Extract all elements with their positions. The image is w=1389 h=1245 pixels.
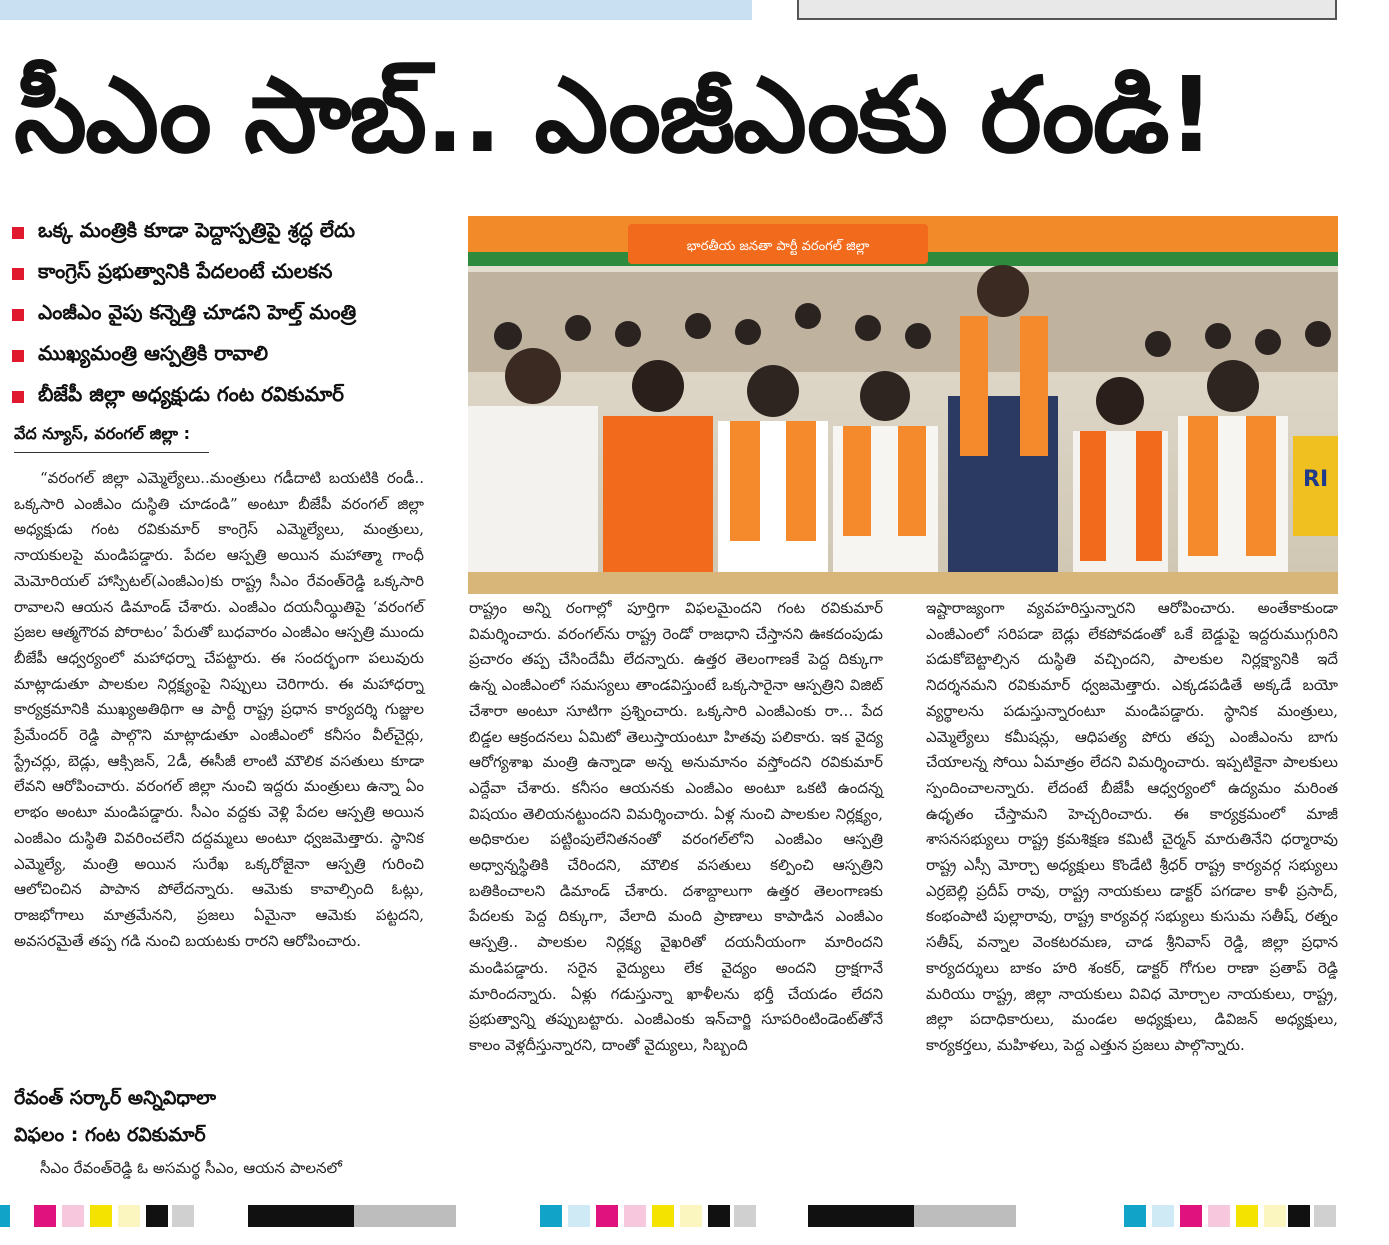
swatch-magenta: [1180, 1205, 1202, 1227]
bullet-item: [12, 253, 452, 294]
top-strip-left: [0, 0, 752, 20]
bullet-item: [12, 294, 452, 335]
swatch-grey: [172, 1205, 194, 1227]
swatch-cyan: [1124, 1205, 1146, 1227]
bullet-text: కాంగ్రెస్ ప్రభుత్వానికి పేదలంటే చులకన: [38, 259, 333, 283]
rally-photo: [468, 216, 1338, 594]
article-paragraph: రాష్ట్రం అన్ని రంగాల్లో పూర్తిగా విఫలమైందని గంట రవికుమార్ విమర్శించారు. వరంగల్‌ను రాష్ట్ర రెండో రాజధాని చేస్తానని ఊకదంపుడు ప్రచారం తప్ప చేసిందేమీ లేదన్నారు. ఉత్తర తెలంగాణకే పెద్ద దిక్కుగా ఉన్న ఎంజీఎంలో సమస్యలు తాండవిస్తుంటే ఒక్కసారైనా ఆస్పత్రిని విజిట్ చేశారా అంటూ సూటిగా ప్రశ్నించారు. ఒక్కసారి ఎంజీఎంకు రా... పేద బిడ్డల ఆక్రందనలు ఏమిటో తెలుస్తాయంటూ హితవు పలికారు. ఇక వైద్య ఆరోగ్యశాఖ మంత్రి ఉన్నాడా అన్న అనుమానం వస్తోందని రవికుమార్ ఎద్దేవా చేశారు. కనీసం ఆయనకు ఎంజీఎం అంటూ ఒకటి ఉందన్న విషయం తెలియనట్టుందని విమర్శించారు. ఏళ్ల నుంచి పాలకుల నిర్లక్ష్యం, అధికారుల పట్టింపులేనితనంతో వరంగల్‌లోని ఎంజీఎం ఆస్పత్రి అధ్వాన్నస్థితికి చేరిందని, మౌలిక వసతులు కల్పించి ఆస్పత్రిని బతికించాలని డిమాండ్ చేశారు. దశాబ్దాలుగా ఉత్తర తెలంగాణకు పేదలకు పెద్ద దిక్కుగా, వేలాది మంది ప్రాణాలు కాపాడిన ఎంజీఎం ఆస్పత్రి.. పాలకుల నిర్లక్ష్య వైఖరితో దయనీయంగా మారిందని మండిపడ్డారు. సరైన వైద్యులు లేక వైద్యం అందని ద్రాక్షగానే మారిందన్నారు. ఏళ్లు గడుస్తున్నా ఖాళీలను భర్తీ చేయడం లేదని ప్రభుత్వాన్ని తప్పుబట్టారు. ఎంజీఎంకు ఇన్‌చార్జి సూపరింటిండెంట్‌తోనే కాలం వెళ్లదీస్తున్నారని, దాంతో వైద్యులు, సిబ్బంది: [469, 599, 883, 1054]
swatch-black: [708, 1205, 730, 1227]
article-column-2: [469, 596, 883, 1059]
swatch-light-cyan: [1152, 1205, 1174, 1227]
bullet-text: ఎంజీఎం వైపు కన్నెత్తి చూడని హెల్త్ మంత్రి: [38, 300, 357, 324]
swatch-grey-bar: [914, 1205, 1016, 1227]
swatch-light-yellow: [1264, 1205, 1286, 1227]
swatch-light-magenta: [624, 1205, 646, 1227]
bullet-item: [12, 376, 452, 417]
article-column-1: [14, 466, 424, 954]
photo-sign-text: RI: [1303, 467, 1329, 492]
swatch-grey: [1314, 1205, 1336, 1227]
swatch-magenta: [596, 1205, 618, 1227]
swatch-cyan: [0, 1205, 10, 1227]
gray-bar: [248, 1205, 456, 1227]
bullet-text: ముఖ్యమంత్రి ఆస్పత్రికి రావాలి: [38, 341, 269, 365]
subheading: విఫలం : గంట రవికుమార్: [14, 1124, 206, 1146]
swatch-light-magenta: [1208, 1205, 1230, 1227]
bullet-square-icon: [12, 268, 24, 280]
swatch-light-cyan: [568, 1205, 590, 1227]
bullet-square-icon: [12, 350, 24, 362]
color-registration-bar: [540, 1205, 760, 1227]
gray-bar: [808, 1205, 1016, 1227]
bullet-item: [12, 335, 452, 376]
article-paragraph: ఇష్టారాజ్యంగా వ్యవహరిస్తున్నారని ఆరోపించారు. అంతేకాకుండా ఎంజీఎంలో సరిపడా బెడ్లు లేకపోవడంతో ఒకే బెడ్డుపై ఇద్దరుముగ్గురిని పడుకోబెట్టాల్సిన దుస్థితి వచ్చిందని, పాలకుల నిర్లక్ష్యానికి ఇదే నిదర్శనమని రవికుమార్ ధ్వజమెత్తారు. ఎక్కడపడితే అక్కడే బయో వ్యర్థాలను పడుస్తున్నారంటూ మండిపడ్డారు. స్థానిక మంత్రులు, ఎమ్మెల్యేలు కమీషన్లు, ఆధిపత్య పోరు తప్ప ఎంజీఎంను బాగు చేయాలన్న సోయి ఏమాత్రం లేదని విమర్శించారు. ఇప్పటికైనా పాలకులు స్పందించాలన్నారు. లేదంటే బీజేపీ ఆధ్వర్యంలో ఉద్యమం మరింత ఉధృతం చేస్తామని హెచ్చరించారు. ఈ కార్యక్రమంలో మాజీ శాసనసభ్యులు రాష్ట్ర క్రమశిక్షణ కమిటీ చైర్మన్ మారుతినేని ధర్మారావు రాష్ట్ర ఎస్సీ మోర్చా అధ్యక్షులు కొండేటి శ్రీధర్ రాష్ట్ర కార్యవర్గ సభ్యులు ఎర్రబెల్లి ప్రదీప్ రావు, రాష్ట్ర నాయకులు డాక్టర్ పగడాల కాళీ ప్రసాద్, కంభంపాటి పుల్లారావు, రాష్ట్ర కార్యవర్గ సభ్యులు కుసుమ సతీష్, రత్నం సతీష్, వన్నాల వెంకటరమణ, చాడ శ్రీనివాస్ రెడ్డి, జిల్లా ప్రధాన కార్యదర్శులు బాకం హరి శంకర్, డాక్టర్ గోగుల రాణా ప్రతాప్ రెడ్డి మరియు రాష్ట్ర, జిల్లా నాయకులు వివిధ మోర్చాల నాయకులు, రాష్ట్ర, జిల్లా పదాధికారులు, మండల అధ్యక్షులు, డివిజన్ అధ్యక్షులు, కార్యకర్తలు, మహిళలు, పెద్ద ఎత్తున ప్రజలు పాల్గొన్నారు.: [926, 599, 1338, 1054]
swatch-black: [1288, 1205, 1310, 1227]
headline: సీఎం సాబ్.. ఎంజీఎంకు రండి!: [14, 54, 1213, 176]
swatch-black-bar: [248, 1205, 354, 1227]
swatch-yellow: [1236, 1205, 1258, 1227]
bullet-text: బీజేపీ జిల్లా అధ్యక్షుడు గంట రవికుమార్: [38, 382, 345, 406]
bullet-square-icon: [12, 391, 24, 403]
swatch-yellow: [652, 1205, 674, 1227]
bullet-square-icon: [12, 309, 24, 321]
swatch-black-bar: [808, 1205, 914, 1227]
dateline-rule: [14, 452, 209, 453]
swatch-light-magenta: [62, 1205, 84, 1227]
article-paragraph: “వరంగల్ జిల్లా ఎమ్మెల్యేలు..మంత్రులు గడీదాటి బయటికి రండీ.. ఒక్కసారి ఎంజీఎం దుస్థితి చూడండి” అంటూ బీజేపీ వరంగల్ జిల్లా అధ్యక్షుడు గంట రవికుమార్ కాంగ్రెస్ ఎమ్మెల్యేలు, మంత్రులు, నాయకులపై మండిపడ్డారు. పేదల ఆస్పత్రి అయిన మహాత్మా గాంధీ మెమోరియల్ హాస్పిటల్(ఎంజీఎం)కు రాష్ట్ర సీఎం రేవంత్‌రెడ్డి ఒక్కసారి రావాలని ఆయన డిమాండ్ చేశారు. ఎంజీఎం దయనీయ్థితిపై ‘వరంగల్ ప్రజల ఆత్మగౌరవ పోరాటం’ పేరుతో బుధవారం ఎంజీఎం ఆస్పత్రి ముందు బీజేపీ ఆధ్వర్యంలో మహాధర్నా చేపట్టారు. ఈ సందర్భంగా పలువురు మాట్లాడుతూ పాలకుల నిర్లక్ష్యంపై నిప్పులు చెరిగారు. ఈ మహాధర్నా కార్యక్రమానికి ముఖ్యఅతిథిగా ఆ పార్టీ రాష్ట్ర ప్రధాన కార్యదర్శి గుజ్జుల ప్రేమేందర్ రెడ్డి పాల్గొని మాట్లాడుతూ ఎంజీఎంలో కనీసం వీల్‌చైర్లు, స్ట్రేచర్లు, బెడ్లు, ఆక్సిజన్, 2డీ, ఈసీజీ లాంటి మౌలిక వసతులు కూడా లేవని ఆరోపించారు. వరంగల్ జిల్లా నుంచి ఇద్దరు మంత్రులు ఉన్నా ఏం లాభం అంటూ మండిపడ్డారు. సీఎం వద్దకు వెళ్లి పేదల ఆస్పత్రి అయిన ఎంజీఎం దుస్థితి వివరించలేని దద్దమ్మలు అంటూ ధ్వజమెత్తారు. స్థానిక ఎమ్మెల్యే, మంత్రి అయిన సురేఖ ఒక్కరోజైనా ఆస్పత్రి గురించి ఆలోచించిన పాపాన పోలేదన్నారు. ఆమెకు కావాల్సింది ఓట్లు, రాజభోగాలు మాత్రమేనని, ప్రజలు ఏమైనా ఆమెకు పట్టదని, అవసరమైతే తప్ప గడి నుంచి బయటకు రారని ఆరోపించారు.: [14, 469, 424, 950]
color-registration-bar: [0, 1205, 200, 1227]
swatch-grey: [734, 1205, 756, 1227]
swatch-black: [146, 1205, 168, 1227]
article-paragraph: సీఎం రేవంత్‌రెడ్డి ఓ అసమర్థ సీఎం, ఆయన పాలనలో: [40, 1159, 342, 1177]
swatch-magenta: [34, 1205, 56, 1227]
bullet-item: [12, 212, 452, 253]
swatch-grey-bar: [354, 1205, 456, 1227]
article-column-3: [926, 596, 1338, 1059]
swatch-light-yellow: [118, 1205, 140, 1227]
swatch-cyan: [540, 1205, 562, 1227]
color-registration-bar: [1124, 1205, 1344, 1227]
bullet-square-icon: [12, 227, 24, 239]
photo-banner-text: భారతీయ జనతా పార్టీ వరంగల్ జిల్లా: [686, 239, 870, 254]
bullet-text: ఒక్క మంత్రికి కూడా పెద్దాస్పత్రిపై శ్రద్ధ లేదు: [38, 218, 355, 242]
swatch-yellow: [90, 1205, 112, 1227]
swatch-light-yellow: [680, 1205, 702, 1227]
bullet-list: [12, 212, 452, 417]
subheading: రేవంత్ సర్కార్ అన్నివిధాలా: [14, 1087, 217, 1109]
top-strip-right: [797, 0, 1337, 20]
dateline: వేద న్యూస్, వరంగల్ జిల్లా :: [14, 424, 191, 443]
